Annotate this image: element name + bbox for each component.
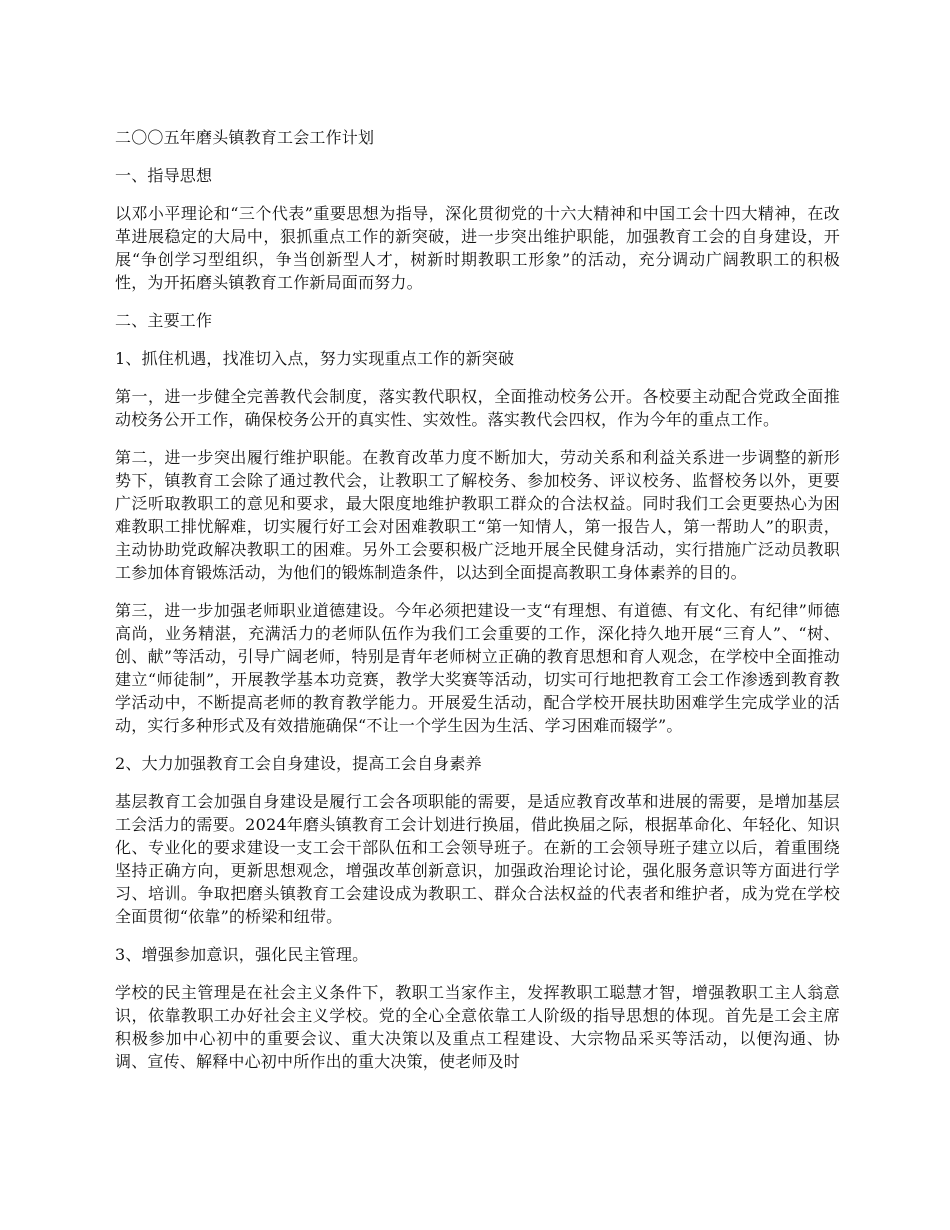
item-heading-self-construction: 2、大力加强教育工会自身建设，提高工会自身素养: [115, 754, 482, 773]
item-heading-democratic-management: 3、增强参加意识，强化民主管理。: [115, 945, 369, 964]
paragraph-democratic-management: 学校的民主管理是在社会主义条件下，教职工当家作主，发挥教职工聪慧才智，增强教职工主人翁意识，依靠教职工办好社会主义学校。党的全心全意依靠工人阶级的指导思想的体现。首先是工会主席积极参加中心初中的重要会议、重大决策以及重点工程建设、大宗物品采买等活动，以便沟通、协调、宣传、解释中心初中所作出的重大决策，使老师及时: [115, 983, 840, 1071]
paragraph-second: 第二，进一步突出履行维护职能。在教育改革力度不断加大，劳动关系和利益关系进一步调整的新形势下，镇教育工会除了通过教代会，让教职工了解校务、参加校务、评议校务、监督校务以外，更要广泛听取教职工的意见和要求，最大限度地维护教职工群众的合法权益。同时我们工会更要热心为困难教职工排忧解难，切实履行好工会对困难教职工“第一知情人，第一报告人，第一帮助人”的职责，主动协助党政解决教职工的困难。另外工会要积极广泛地开展全民健身活动，实行措施广泛动员教职工参加体育锻炼活动，为他们的锻炼制造条件，以达到全面提高教职工身体素养的目的。: [115, 448, 840, 582]
section-heading-main-work: 二、主要工作: [115, 311, 213, 330]
paragraph-third: 第三，进一步加强老师职业道德建设。今年必须把建设一支“有理想、有道德、有文化、有纪律”师德高尚，业务精湛，充满活力的老师队伍作为我们工会重要的工作，深化持久地开展“三育人”、“树、创、献”等活动，引导广阔老师，特别是青年老师树立正确的教育思想和育人观念，在学校中全面推动建立“师徒制”，开展教学基本功竞赛，教学大奖赛等活动，切实可行地把教育工会工作渗透到教育教学活动中，不断提高老师的教育教学能力。开展爱生活动，配合学校开展扶助困难学生完成学业的活动，实行多种形式及有效措施确保“不让一个学生因为生活、学习困难而辍学”。: [115, 601, 840, 735]
section-heading-guiding-ideology: 一、指导思想: [115, 166, 213, 185]
item-heading-breakthrough: 1、抓住机遇，找准切入点，努力实现重点工作的新突破: [115, 349, 515, 368]
document-page: [115, 126, 840, 1088]
paragraph-self-construction: 基层教育工会加强自身建设是履行工会各项职能的需要，是适应教育改革和进展的需要，是增加基层工会活力的需要。2024年磨头镇教育工会计划进行换届，借此换届之际，根据革命化、年轻化、知识化、专业化的要求建设一支工会干部队伍和工会领导班子。在新的工会领导班子建立以后，着重围绕坚持正确方向，更新思想观念，增强改革创新意识，加强政治理论讨论，强化服务意识等方面进行学习、培训。争取把磨头镇教育工会建设成为教职工、群众合法权益的代表者和维护者，成为党在学校全面贯彻“依靠”的桥梁和纽带。: [115, 792, 840, 926]
paragraph-first: 第一，进一步健全完善教代会制度，落实教代职权，全面推动校务公开。各校要主动配合党政全面推动校务公开工作，确保校务公开的真实性、实效性。落实教代会四权，作为今年的重点工作。: [115, 387, 840, 429]
document-title: 二〇〇五年磨头镇教育工会工作计划: [115, 128, 375, 147]
paragraph-guiding-ideology: 以邓小平理论和“三个代表”重要思想为指导，深化贯彻党的十六大精神和中国工会十四大精神，在改革进展稳定的大局中，狠抓重点工作的新突破，进一步突出维护职能，加强教育工会的自身建设，开展“争创学习型组织，争当创新型人才，树新时期教职工形象”的活动，充分调动广阔教职工的积极性，为开拓磨头镇教育工作新局面而努力。: [115, 204, 840, 292]
